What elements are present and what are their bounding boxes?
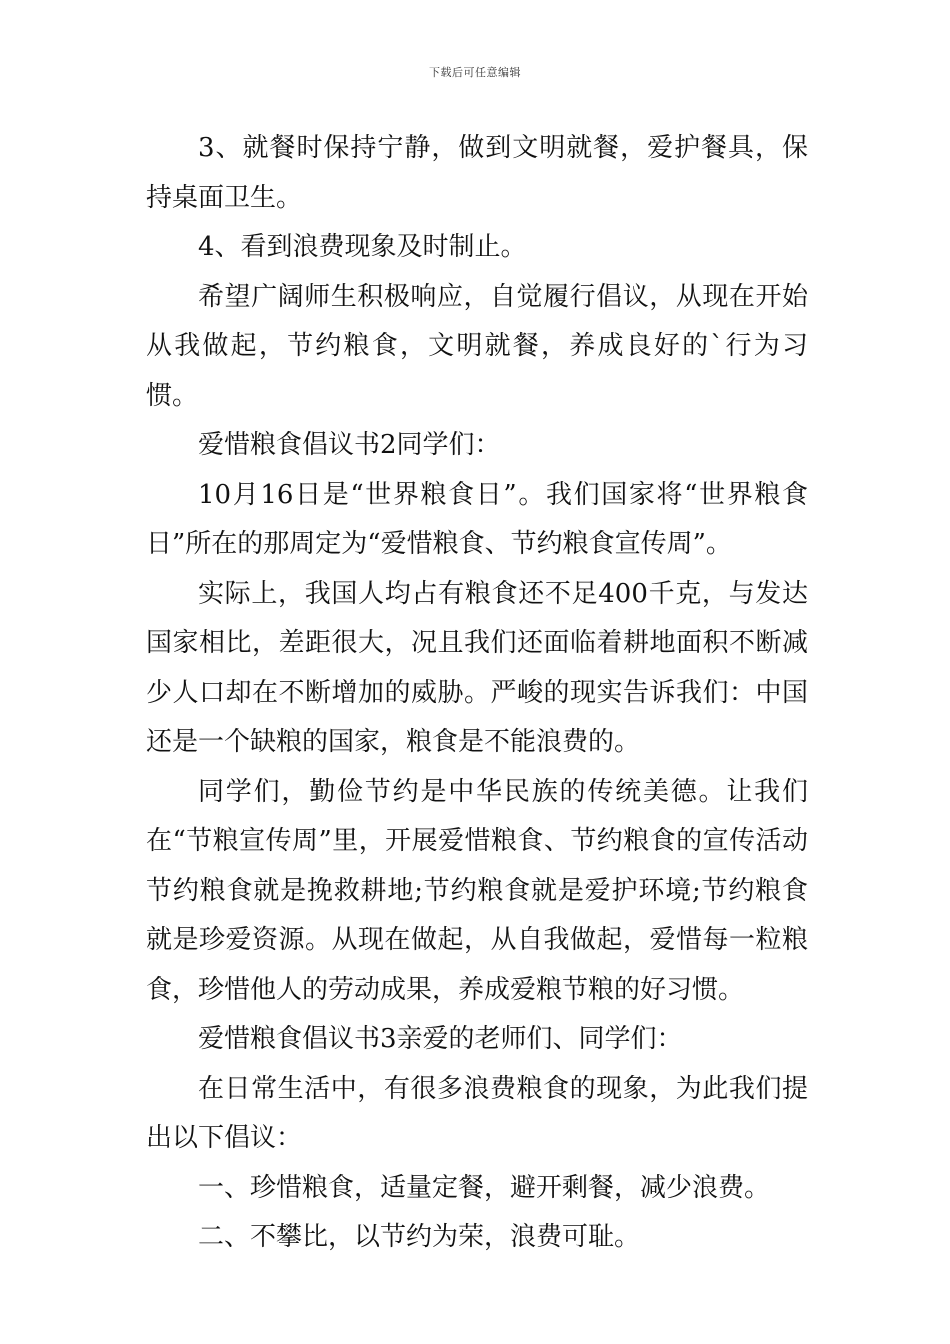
paragraph: 希望广阔师生积极响应，自觉履行倡议，从现在开始从我做起，节约粮食，文明就餐，养成良好的`行为习惯。 [146,281,808,411]
document-body [146,124,808,1263]
paragraph: 爱惜粮食倡议书2同学们： [198,430,501,460]
paragraph: 10月16日是“世界粮食日”。我们国家将“世界粮食日”所在的那周定为“爱惜粮食、节约粮食宣传周”。 [146,479,808,559]
paragraph: 一、珍惜粮食，适量定餐，避开剩餐，减少浪费。 [198,1172,771,1203]
paragraph: 4、看到浪费现象及时制止。 [198,232,527,262]
paragraph: 爱惜粮食倡议书3亲爱的老师们、同学们： [198,1024,683,1054]
paragraph: 同学们，勤俭节约是中华民族的传统美德。让我们在“节粮宣传周”里，开展爱惜粮食、节约粮食的宣传活动节约粮食就是挽救耕地;节约粮食就是爱护环境;节约粮食就是珍爱资源。从现在做起，从自我做起，爱惜每一粒粮食，珍惜他人的劳动成果，养成爱粮节粮的好习惯。 [146,776,808,1005]
paragraph: 实际上，我国人均占有粮食还不足400千克，与发达国家相比，差距很大，况且我们还面临着耕地面积不断减少人口却在不断增加的威胁。严峻的现实告诉我们：中国还是一个缺粮的国家，粮食是不能浪费的。 [146,578,808,757]
page-header-note: 下载后可任意编辑 [429,66,521,79]
paragraph: 3、就餐时保持宁静，做到文明就餐，爱护餐具，保持桌面卫生。 [146,133,808,213]
paragraph: 二、不攀比，以节约为荣，浪费可耻。 [198,1222,641,1252]
paragraph: 在日常生活中，有很多浪费粮食的现象，为此我们提出以下倡议： [146,1073,808,1153]
